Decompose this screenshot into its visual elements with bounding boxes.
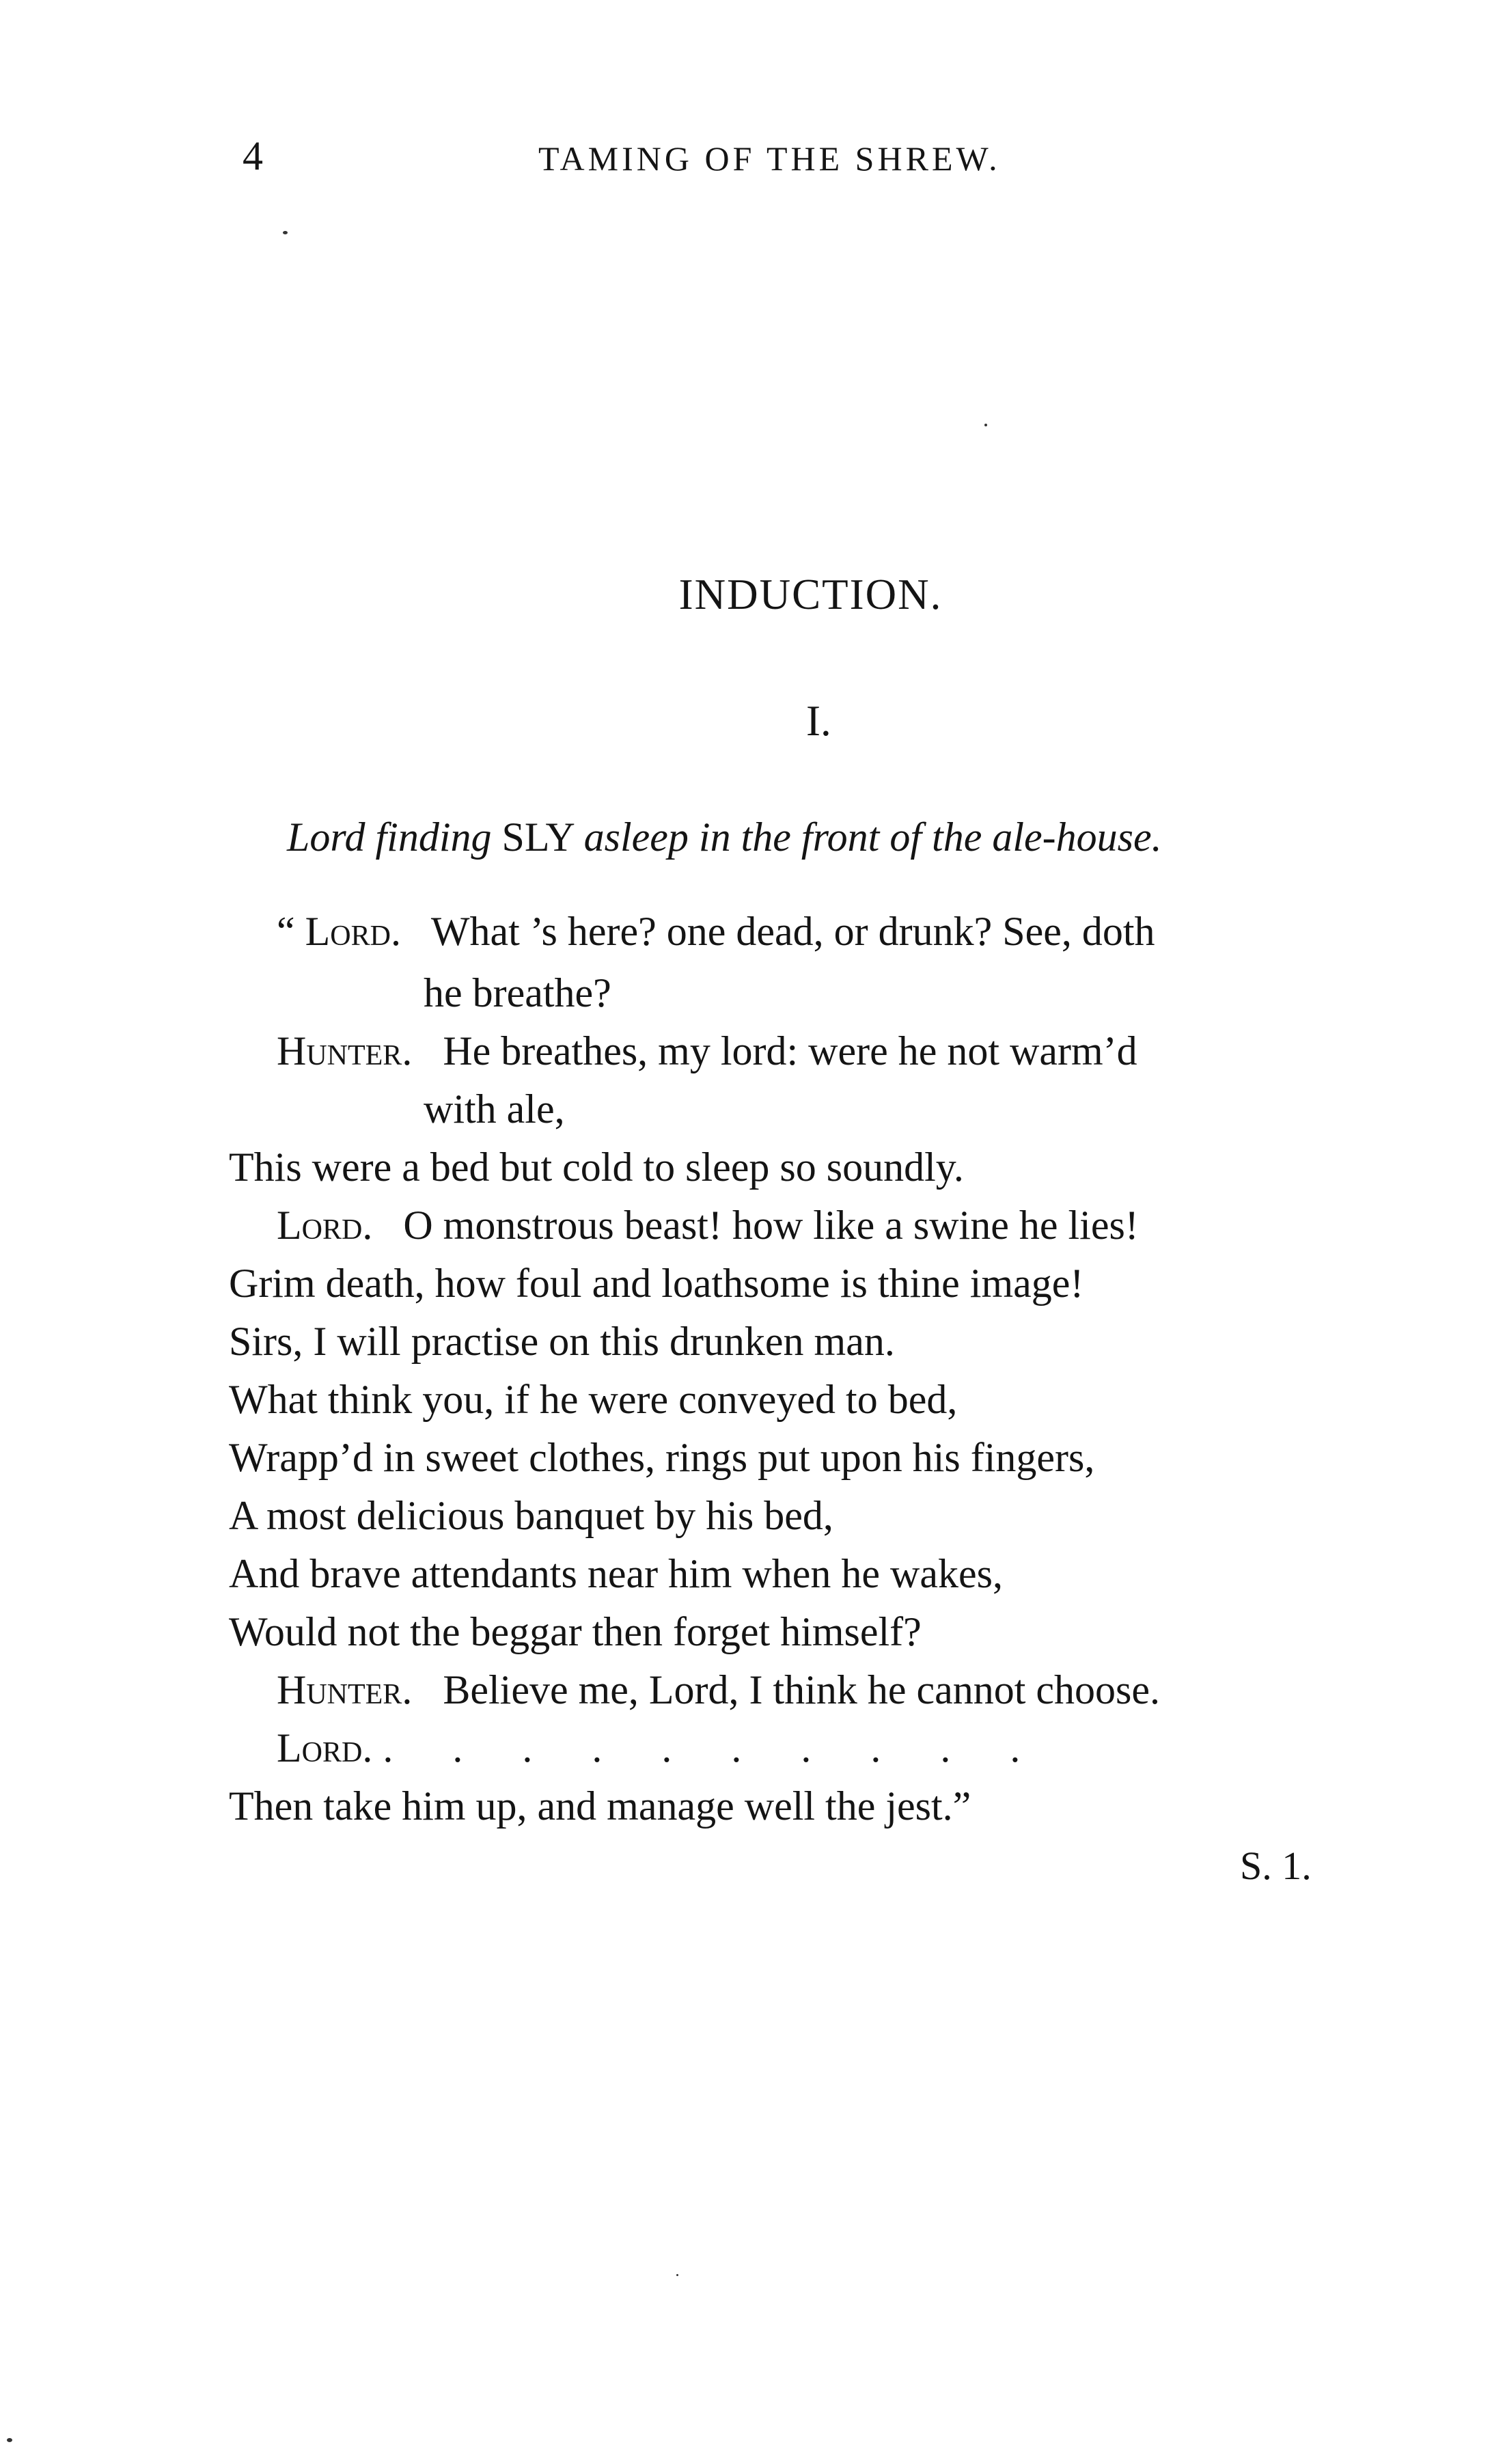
section-title: INDUCTION. bbox=[678, 571, 943, 618]
verse-line bbox=[424, 1080, 565, 1138]
verse-text: And brave attendants near him when he wakes, bbox=[229, 1551, 1003, 1596]
verse-line bbox=[229, 1544, 1003, 1603]
speaker-name: Lord. bbox=[277, 1725, 373, 1770]
verse-line bbox=[229, 1486, 833, 1545]
verse-line bbox=[277, 1022, 1137, 1080]
verse-text: he breathe? bbox=[424, 970, 611, 1015]
verse-text: with ale, bbox=[424, 1086, 565, 1132]
verse-text: A most delicious banquet by his bed, bbox=[229, 1493, 833, 1538]
verse-line bbox=[229, 1428, 1094, 1487]
scene-reference: S. 1. bbox=[1240, 1844, 1312, 1888]
verse-text: Then take him up, and manage well the jest.” bbox=[229, 1783, 971, 1829]
verse-line bbox=[229, 1602, 922, 1661]
page-number: 4 bbox=[243, 133, 263, 178]
scan-speck bbox=[283, 231, 288, 234]
running-title: TAMING OF THE SHREW. bbox=[538, 139, 1001, 178]
verse-text: Sirs, I will practise on this drunken man. bbox=[229, 1319, 895, 1364]
scan-speck bbox=[676, 2274, 678, 2276]
heading-part1: Lord finding bbox=[287, 815, 492, 860]
verse-text: Wrapp’d in sweet clothes, rings put upon his fingers, bbox=[229, 1435, 1095, 1480]
verse-text: What ’s here? one dead, or drunk? See, doth bbox=[430, 909, 1155, 954]
verse-line bbox=[229, 1312, 895, 1371]
verse-line bbox=[424, 963, 611, 1022]
verse-line bbox=[229, 1777, 971, 1835]
verse-line bbox=[277, 1660, 1160, 1719]
heading-part2: SLY bbox=[501, 815, 574, 860]
verse-text: Would not the beggar then forget himself? bbox=[229, 1609, 922, 1654]
opening-quote: “ bbox=[277, 909, 295, 954]
speaker-name: Lord. bbox=[305, 909, 401, 954]
verse-line bbox=[277, 902, 1155, 961]
verse-line bbox=[229, 1370, 957, 1429]
speaker-name: Hunter. bbox=[277, 1667, 413, 1712]
speaker-name: Lord. bbox=[277, 1203, 373, 1248]
verse-line bbox=[229, 1138, 964, 1196]
scan-speck bbox=[984, 424, 987, 426]
verse-text: He breathes, my lord: were he not warm’d bbox=[443, 1028, 1137, 1073]
elision-dots: . . . . . . . . . . bbox=[383, 1725, 1045, 1770]
section-number: I. bbox=[806, 697, 831, 745]
verse-text: What think you, if he were conveyed to bed, bbox=[229, 1377, 958, 1422]
verse-text: Grim death, how foul and loathsome is thine image! bbox=[229, 1261, 1084, 1306]
verse-line bbox=[277, 1196, 1139, 1255]
scan-speck bbox=[7, 2438, 12, 2442]
heading-part3: asleep in the front of the ale-house. bbox=[583, 815, 1162, 860]
verse-line bbox=[277, 1719, 1045, 1777]
verse-text: O monstrous beast! how like a swine he lies! bbox=[403, 1203, 1139, 1248]
verse-text: This were a bed but cold to sleep so soundly. bbox=[229, 1145, 964, 1190]
verse-text: Believe me, Lord, I think he cannot choose. bbox=[443, 1667, 1161, 1712]
speaker-name: Hunter. bbox=[277, 1028, 413, 1073]
scene-heading bbox=[287, 806, 1162, 868]
verse-line bbox=[229, 1254, 1083, 1313]
